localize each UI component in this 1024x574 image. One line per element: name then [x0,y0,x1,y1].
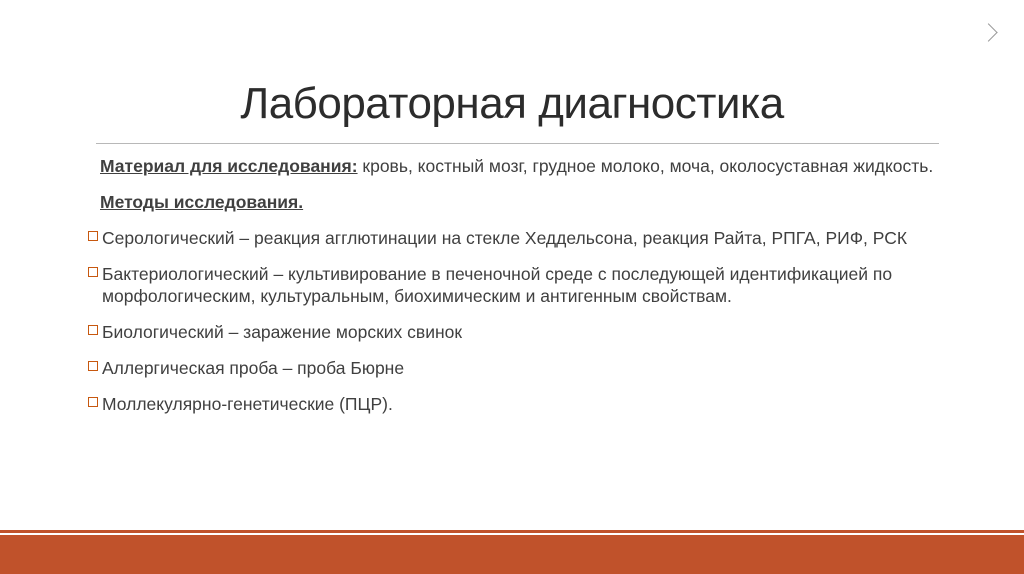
checkbox-icon [88,231,98,241]
checkbox-icon [88,325,98,335]
methods-label: Методы исследования. [100,192,304,212]
bullet-text: Аллергическая проба – проба Бюрне [102,358,405,378]
methods-heading [96,191,946,213]
material-text: кровь, костный мозг, грудное молоко, моча, околосуставная жидкость. [357,156,934,176]
bullet-text: Моллекулярно-генетические (ПЦР). [102,394,393,414]
slide-content [96,155,946,429]
list-item [88,227,946,249]
footer-stripe [0,530,1024,533]
checkbox-icon [88,267,98,277]
checkbox-icon [88,397,98,407]
list-item [88,357,946,379]
checkbox-icon [88,361,98,371]
slide-title: Лабораторная диагностика [240,79,784,128]
list-item [88,321,946,343]
chevron-right-icon[interactable] [979,23,997,41]
bullet-text: Биологический – заражение морских свинок [102,322,463,342]
list-item [88,393,946,415]
title-divider [96,143,939,144]
bullet-text: Бактериологический – культивирование в печеночной среде с последующей идентификацией по морфологическим, культуральным, биохимическим и антигенным свойствам. [102,264,893,306]
list-item [88,263,946,307]
footer-bar [0,535,1024,574]
material-label: Материал для исследования: [100,156,358,176]
material-paragraph [96,155,946,177]
bullet-text: Серологический – реакция агглютинации на стекле Хеддельсона, реакция Райта, РПГА, РИФ, РСК [102,228,908,248]
